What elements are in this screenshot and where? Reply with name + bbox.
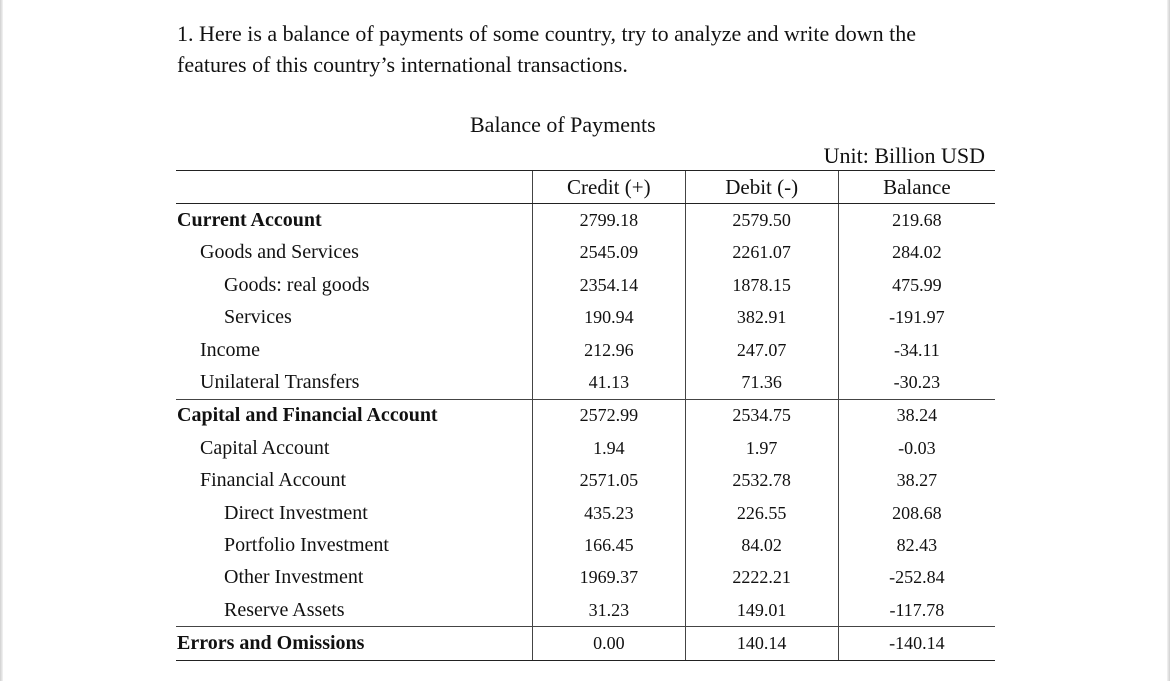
row-balance: 38.24 — [838, 399, 995, 432]
row-credit: 2799.18 — [533, 204, 685, 237]
table-header-row — [176, 171, 995, 204]
header-debit: Debit (-) — [685, 171, 838, 204]
header-credit: Credit (+) — [533, 171, 685, 204]
page-edge-left — [0, 0, 3, 681]
table-row — [176, 269, 995, 301]
row-label: Income — [200, 338, 260, 361]
row-label: Capital Account — [200, 436, 330, 459]
row-credit: 2354.14 — [533, 269, 685, 301]
unit-label: Unit: Billion USD — [823, 143, 985, 168]
row-balance: -140.14 — [838, 627, 995, 660]
row-credit: 41.13 — [533, 366, 685, 399]
row-credit: 190.94 — [533, 302, 685, 334]
table-row — [176, 497, 995, 529]
question-text — [177, 18, 1007, 80]
row-balance: -191.97 — [838, 302, 995, 334]
question-line-1: 1. Here is a balance of payments of some country, try to analyze and write down the — [177, 21, 916, 46]
row-credit: 0.00 — [533, 627, 685, 660]
row-credit: 2545.09 — [533, 237, 685, 269]
row-debit: 71.36 — [685, 366, 838, 399]
row-label: Goods and Services — [200, 241, 359, 264]
balance-of-payments-table — [176, 170, 995, 661]
row-label: Goods: real goods — [224, 273, 370, 296]
row-credit: 166.45 — [533, 529, 685, 561]
row-balance: -30.23 — [838, 366, 995, 399]
row-label: Errors and Omissions — [176, 627, 533, 660]
row-label: Other Investment — [224, 566, 364, 589]
row-debit: 226.55 — [685, 497, 838, 529]
question-line-2: features of this country’s international transactions. — [177, 52, 628, 77]
table-row — [176, 302, 995, 334]
row-balance: -0.03 — [838, 432, 995, 464]
table-row — [176, 465, 995, 497]
row-credit: 1969.37 — [533, 562, 685, 594]
row-debit: 1.97 — [685, 432, 838, 464]
row-balance: 284.02 — [838, 237, 995, 269]
row-debit: 2534.75 — [685, 399, 838, 432]
row-debit: 2532.78 — [685, 465, 838, 497]
table-row — [176, 399, 995, 432]
row-credit: 435.23 — [533, 497, 685, 529]
row-credit: 1.94 — [533, 432, 685, 464]
row-debit: 140.14 — [685, 627, 838, 660]
row-debit: 2222.21 — [685, 562, 838, 594]
table-title: Balance of Payments — [470, 112, 656, 137]
row-balance: -252.84 — [838, 562, 995, 594]
row-debit: 382.91 — [685, 302, 838, 334]
row-balance: 219.68 — [838, 204, 995, 237]
row-debit: 247.07 — [685, 334, 838, 366]
row-balance: 208.68 — [838, 497, 995, 529]
row-debit: 1878.15 — [685, 269, 838, 301]
row-label: Direct Investment — [224, 501, 368, 524]
row-balance: -34.11 — [838, 334, 995, 366]
row-balance: 38.27 — [838, 465, 995, 497]
row-credit: 2572.99 — [533, 399, 685, 432]
row-debit: 84.02 — [685, 529, 838, 561]
table-row — [176, 237, 995, 269]
row-debit: 149.01 — [685, 594, 838, 627]
row-balance: -117.78 — [838, 594, 995, 627]
row-label: Unilateral Transfers — [200, 371, 360, 394]
row-credit: 212.96 — [533, 334, 685, 366]
row-label: Financial Account — [200, 469, 347, 492]
row-credit: 2571.05 — [533, 465, 685, 497]
table-row — [176, 562, 995, 594]
row-debit: 2579.50 — [685, 204, 838, 237]
row-debit: 2261.07 — [685, 237, 838, 269]
table-row — [176, 529, 995, 561]
row-label: Capital and Financial Account — [176, 399, 533, 432]
row-label: Portfolio Investment — [224, 533, 389, 556]
table-row — [176, 334, 995, 366]
table-row — [176, 204, 995, 237]
table-row — [176, 432, 995, 464]
header-label-cell — [176, 171, 533, 204]
row-label: Current Account — [177, 209, 322, 232]
header-balance: Balance — [838, 171, 995, 204]
table-row — [176, 627, 995, 660]
row-balance: 475.99 — [838, 269, 995, 301]
row-balance: 82.43 — [838, 529, 995, 561]
table-row — [176, 366, 995, 399]
row-label: Reserve Assets — [224, 598, 345, 621]
table-row — [176, 594, 995, 627]
row-credit: 31.23 — [533, 594, 685, 627]
row-label: Services — [224, 306, 292, 329]
